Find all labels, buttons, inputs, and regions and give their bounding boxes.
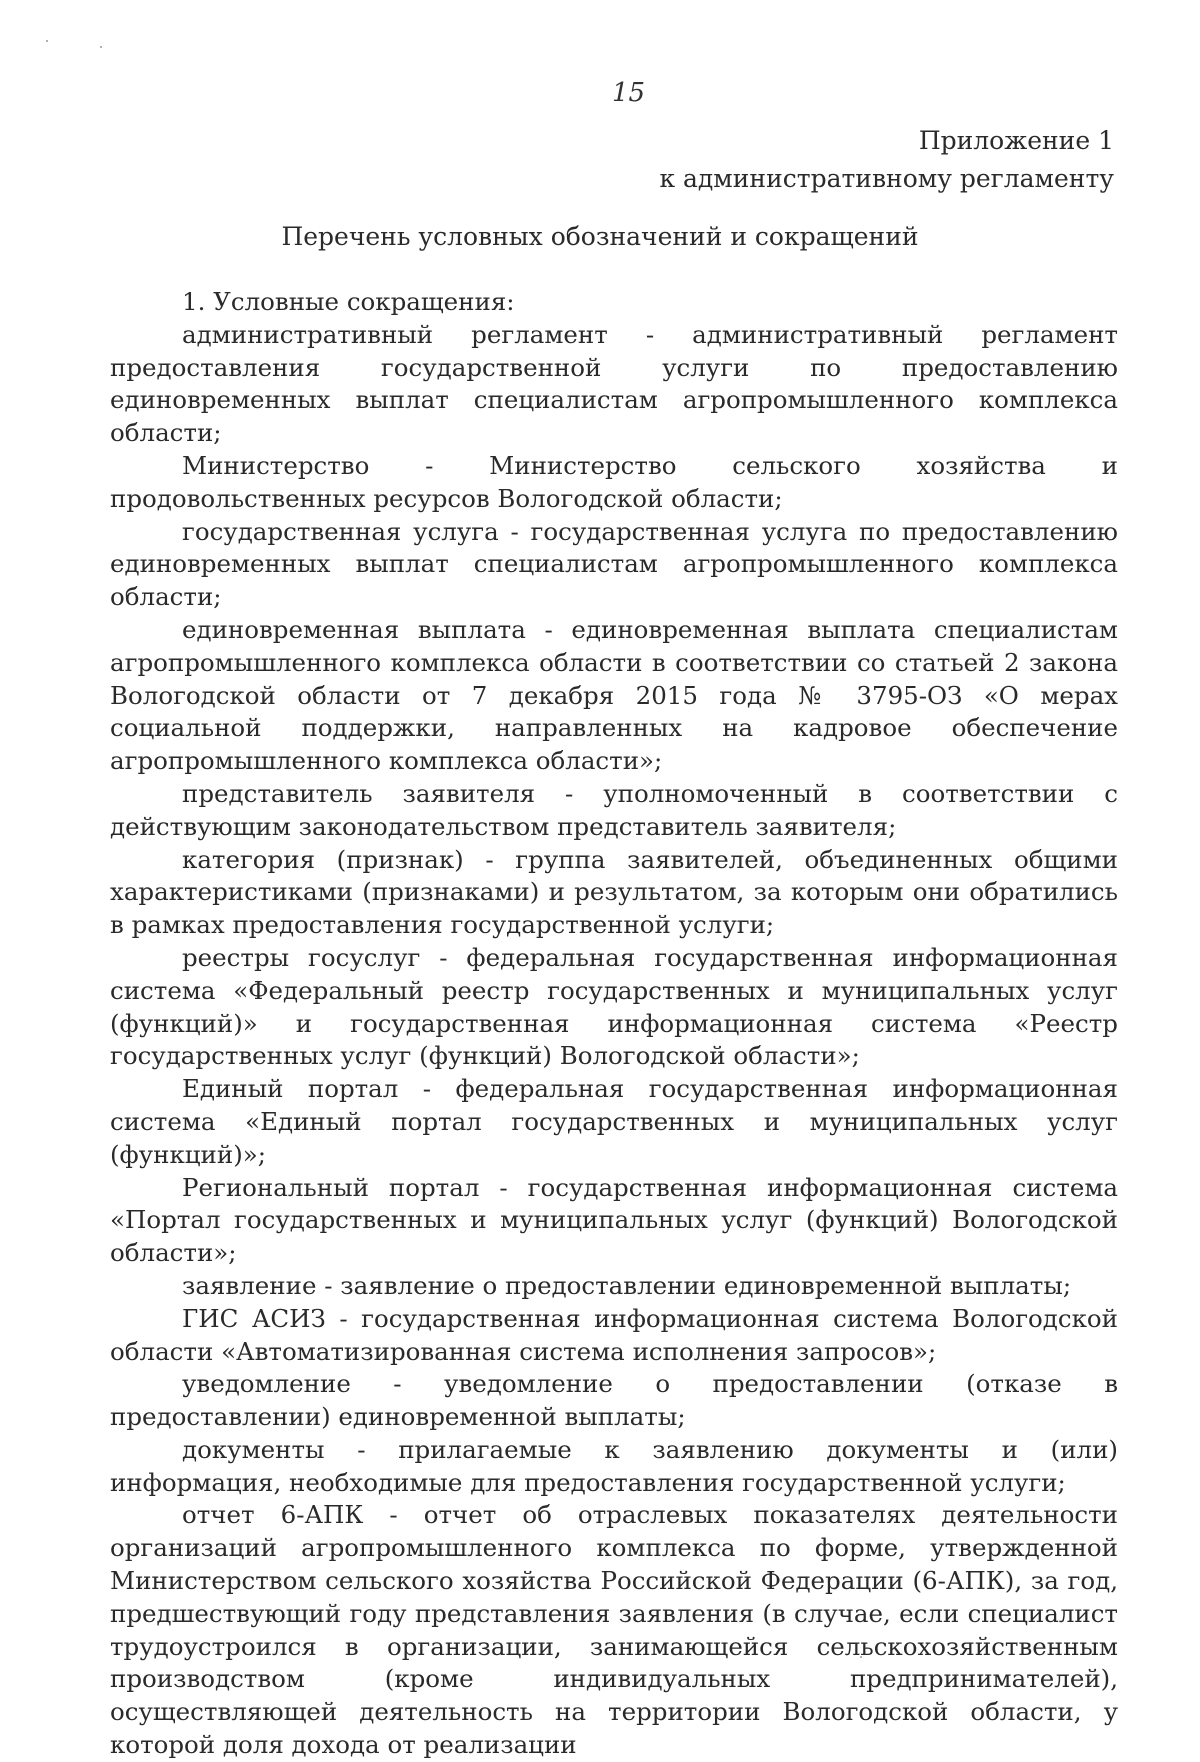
definition-paragraph: Министерство - Министерство сельского хозяйства и продовольственных ресурсов Вологодской области; bbox=[110, 450, 1118, 513]
definition-paragraph: государственная услуга - государственная услуга по предоставлению единовременных выплат специалистам агропромышленного комплекса области; bbox=[110, 516, 1118, 612]
section-title: 1. Условные сокращения: bbox=[182, 287, 515, 316]
document-title: Перечень условных обозначений и сокращений bbox=[281, 222, 919, 251]
scan-speck bbox=[46, 40, 48, 42]
appendix-line-2: к административному регламенту bbox=[659, 164, 1114, 193]
definition-paragraph: уведомление - уведомление о предоставлении (отказе в предоставлении) единовременной выплаты; bbox=[110, 1369, 1118, 1432]
definition-paragraph: Единый портал - федеральная государственная информационная система «Единый портал государственных и муниципальных услуг (функций)»; bbox=[110, 1074, 1118, 1169]
definition-paragraph: ГИС АСИЗ - государственная информационная система Вологодской области «Автоматизированная система исполнения запросов»; bbox=[110, 1303, 1118, 1366]
handwritten-page-number: 15 bbox=[612, 78, 646, 108]
definition-paragraph: Региональный портал - государственная информационная система «Портал государственных и муниципальных услуг (функций) Вологодской области»; bbox=[110, 1172, 1118, 1268]
definition-paragraph: административный регламент - административный регламент предоставления государственной услуги по предоставлению единовременных выплат специалистам агропромышленного комплекса области; bbox=[110, 319, 1118, 448]
definition-paragraph: реестры госуслуг - федеральная государственная информационная система «Федеральный реестр государственных и муниципальных услуг (функций)» и государственная информационная система «Реестр государственных услуг (функций) Вологодской области»; bbox=[110, 942, 1118, 1071]
definition-paragraph: единовременная выплата - единовременная выплата специалистам агропромышленного комплекса области в соответствии со статьей 2 закона Вологодской области от 7 декабря 2015 года № 3795-ОЗ «О мерах социальной поддержки, направленных на кадровое обеспечение агропромышленного комплекса области»; bbox=[110, 614, 1118, 776]
definition-paragraph: категория (признак) - группа заявителей, объединенных общими характеристиками (признаками) и результатом, за которым они обратились в рамках предоставления государственной услуги; bbox=[110, 844, 1118, 940]
appendix-line-1: Приложение 1 bbox=[918, 126, 1114, 155]
appendix-header bbox=[659, 122, 1114, 198]
definition-paragraph: документы - прилагаемые к заявлению документы и (или) информация, необходимые для предоставления государственной услуги; bbox=[110, 1434, 1118, 1497]
definition-paragraph: заявление - заявление о предоставлении единовременной выплаты; bbox=[182, 1270, 1072, 1300]
definition-paragraph: отчет 6-АПК - отчет об отраслевых показателях деятельности организаций агропромышленного комплекса по форме, утвержденной Министерством сельского хозяйства Российской Федерации (6-АПК), за год, предшествующий году представления заявления (в случае, если специалист трудоустроился в организации, занимающейся сельскохозяйственным производством (кроме индивидуальных предпринимателей), осуществляющей деятельность на территории Вологодской области, у которой доля дохода от реализации bbox=[110, 1500, 1118, 1760]
scan-speck bbox=[100, 46, 102, 48]
document-body bbox=[110, 286, 1118, 1762]
definition-paragraph: представитель заявителя - уполномоченный в соответствии с действующим законодательством представитель заявителя; bbox=[110, 778, 1118, 841]
